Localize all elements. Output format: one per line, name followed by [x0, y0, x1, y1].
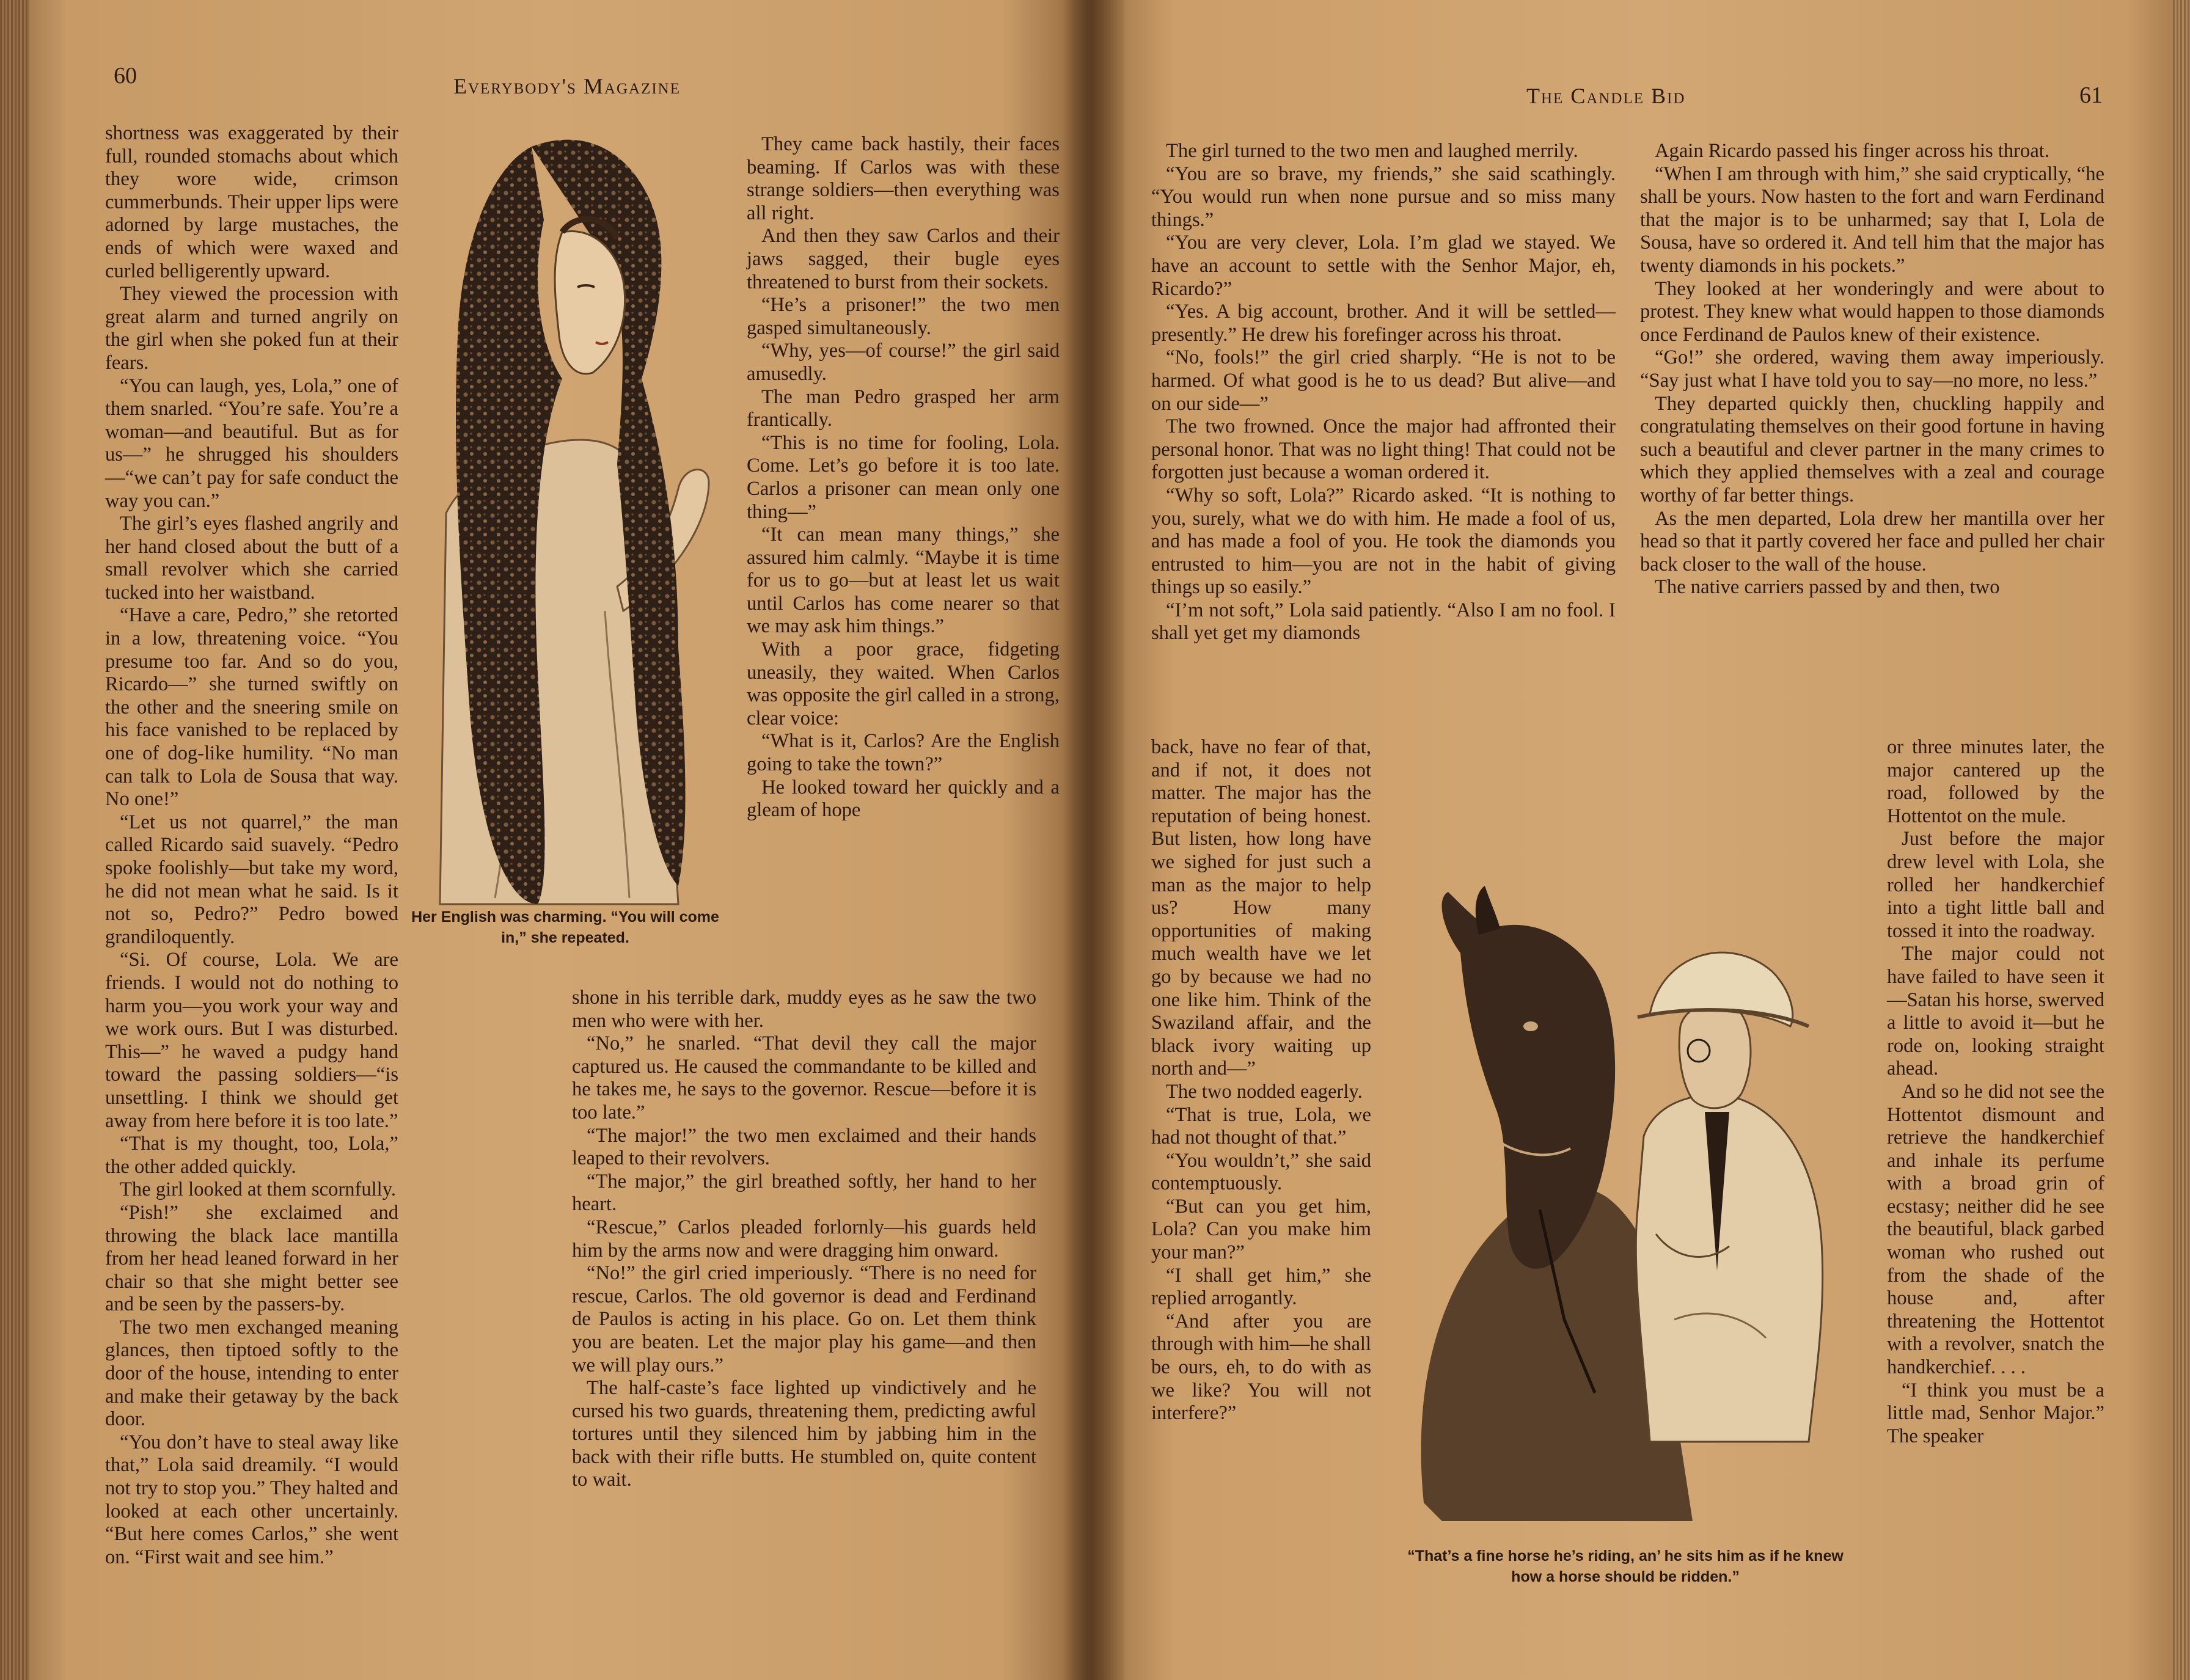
paragraph: And so he did not see the Hottentot dismount and retrieve the handkerchief and inhale its perfume with a broad grin of ecstasy; neither did he see the beautiful, black garbed woman who rushed out from the shade of the house and, after threatening the Hottentot with a revolver, snatch the handkerchief. . . .: [1887, 1080, 2104, 1379]
right-running-head: The Candle Bid: [1526, 84, 1686, 108]
paragraph: “He’s a prisoner!” the two men gasped simultaneously.: [747, 294, 1060, 339]
right-page-number: 61: [2079, 82, 2103, 108]
paragraph: The two men exchanged meaning glances, then tiptoed softly to the door of the house, intending to enter and make their getaway by the back door.: [105, 1316, 398, 1431]
paragraph: “That is my thought, too, Lola,” the other added quickly.: [105, 1133, 398, 1178]
paragraph: “I think you must be a little mad, Senhor Major.” The speaker: [1887, 1379, 2104, 1447]
paragraph: “This is no time for fooling, Lola. Come. Let’s go before it is too late. Carlos a prisoner can mean only one thing—”: [747, 431, 1060, 523]
paragraph: And then they saw Carlos and their jaws sagged, their bugle eyes threatened to burst from their sockets.: [747, 225, 1060, 293]
paragraph: “No, fools!” the girl cried sharply. “He is not to be harmed. Of what good is he to us dead? But alive—and on our side—”: [1151, 346, 1616, 415]
paragraph: “Yes. A big account, brother. And it will be settled—presently.” He drew his forefinger across his throat.: [1151, 301, 1616, 346]
major-on-horse-illustration: [1387, 770, 1876, 1527]
right-illustration-caption: “That’s a fine horse he’s riding, an’ he sits him as if he knew how a horse should be ridden.”: [1407, 1547, 1844, 1585]
paragraph: shone in his terrible dark, muddy eyes as he saw the two men who were with her.: [572, 987, 1036, 1032]
paragraph: or three minutes later, the major cantered up the road, followed by the Hottentot on the mule.: [1887, 736, 2104, 827]
left-column-2-top: [747, 133, 1060, 822]
left-page-number: 60: [114, 63, 137, 89]
right-page-edges: [2173, 0, 2190, 1680]
paragraph: The two nodded eagerly.: [1166, 1080, 1363, 1103]
horse-and-rider-drawing: [1387, 770, 1876, 1527]
paragraph: “You don’t have to steal away like that,” Lola said dreamily. “I would not try to stop you.” They halted and looked at each other uncertainly. “But here comes Carlos,” she went on. “First wait and see him.”: [105, 1431, 398, 1568]
right-column-2-bottom: [1887, 736, 2104, 1448]
paragraph: “You are so brave, my friends,” she said scathingly. “You would run when none pursue and so miss many things.”: [1151, 163, 1616, 231]
paragraph: Just before the major drew level with Lola, she rolled her handkerchief into a tight little ball and tossed it into the roadway.: [1887, 828, 2104, 942]
paragraph: The native carriers passed by and then, two: [1655, 576, 2000, 599]
left-page-edges: [0, 0, 29, 1680]
paragraph: Again Ricardo passed his finger across his throat.: [1655, 140, 2049, 162]
paragraph: The girl’s eyes flashed angrily and her hand closed about the butt of a small revolver which she carried tucked into her waistband.: [105, 513, 398, 604]
left-illustration-caption: Her English was charming. “You will come in,” she repeated.: [411, 908, 719, 946]
paragraph: “That is true, Lola, we had not thought of that.”: [1151, 1103, 1371, 1149]
paragraph: “Rescue,” Carlos pleaded forlornly—his guards held him by the arms now and were dragging him onward.: [572, 1216, 1036, 1262]
paragraph: The girl looked at them scornfully.: [120, 1178, 397, 1201]
paragraph: “Si. Of course, Lola. We are friends. I would not do nothing to harm you—you work your way and we work ours. But I was disturbed. This—” he waved a pudgy hand toward the passing soldiers—“is unsettling. I think we should get away from here before it is too late.”: [105, 949, 398, 1132]
left-column-2-bottom: [572, 987, 1036, 1492]
paragraph: The half-caste’s face lighted up vindictively and he cursed his two guards, threatening them, predicting awful tortures until they silenced him by jabbing him in the back with their rifle butts. He stumbled on, quite content to wait.: [572, 1377, 1036, 1491]
paragraph: “You can laugh, yes, Lola,” one of them snarled. “You’re safe. You’re a woman—and beautiful. But as for us—” he shrugged his shoulders—“we can’t pay for safe conduct the way you can.”: [105, 374, 398, 512]
paragraph: “Go!” she ordered, waving them away imperiously. “Say just what I have told you to say—no more, no less.”: [1640, 346, 2104, 392]
woman-mantilla-drawing: [422, 122, 739, 916]
paragraph: “Pish!” she exclaimed and throwing the black lace mantilla from her head leaned forward in her chair so that she might better see and be seen by the passers-by.: [105, 1201, 398, 1316]
paragraph: “No,” he snarled. “That devil they call the major captured us. He caused the commandante to be killed and he takes me, he says to the governor. Rescue—before it is too late.”: [572, 1032, 1036, 1123]
paragraph: They looked at her wonderingly and were about to protest. They knew what would happen to those diamonds once Ferdinand de Paulos knew of their existence.: [1640, 277, 2104, 346]
paragraph: “No!” the girl cried imperiously. “There is no need for rescue, Carlos. The old governor is dead and Ferdinand de Paulos is acting in his place. Go on. Let them think you are beaten. Let the major play his game—and then we will play ours.”: [572, 1262, 1036, 1376]
left-column-1: [105, 122, 398, 1569]
paragraph: “And after you are through with him—he shall be ours, eh, to do with as we like? You will not interfere?”: [1151, 1310, 1371, 1425]
paragraph: They came back hastily, their faces beaming. If Carlos was with these strange soldiers—then everything was all right.: [747, 133, 1060, 224]
paragraph: “Why so soft, Lola?” Ricardo asked. “It is nothing to you, surely, what we do with him. He made a fool of us, and has made a fool of you. He took the diamonds you entrusted to him—you are not in the habit of giving things up so easily.”: [1151, 484, 1616, 599]
paragraph: The man Pedro grasped her arm frantically.: [747, 385, 1060, 431]
paragraph: They viewed the procession with great alarm and turned angrily on the girl when she poked fun at their fears.: [105, 283, 398, 374]
paragraph: “What is it, Carlos? Are the English going to take the town?”: [747, 730, 1060, 776]
paragraph: The girl turned to the two men and laughed merrily.: [1166, 140, 1578, 162]
paragraph: “You are very clever, Lola. I’m glad we stayed. We have an account to settle with the Senhor Major, eh, Ricardo?”: [1151, 232, 1616, 300]
book-gutter: [1063, 0, 1124, 1680]
paragraph: “The major,” the girl breathed softly, her hand to her heart.: [572, 1170, 1036, 1216]
paragraph: “It can mean many things,” she assured him calmly. “Maybe it is time for us to go—but at least let us wait until Carlos has come nearer so that we may ask him things.”: [747, 524, 1060, 638]
woman-in-mantilla-illustration: [422, 122, 739, 916]
right-column-1-top: [1151, 140, 1616, 645]
paragraph: “Why, yes—of course!” the girl said amusedly.: [747, 340, 1060, 385]
paragraph: The major could not have failed to have seen it—Satan his horse, swerved a little to avoid it—but he rode on, looking straight ahead.: [1887, 943, 2104, 1080]
paragraph: With a poor grace, fidgeting uneasily, they waited. When Carlos was opposite the girl called in a strong, clear voice:: [747, 638, 1060, 729]
right-column-1-bottom: [1151, 736, 1371, 1425]
paragraph: “I shall get him,” she replied arrogantly.: [1151, 1264, 1371, 1310]
paragraph: As the men departed, Lola drew her mantilla over her head so that it partly covered her face and pulled her chair back closer to the wall of the house.: [1640, 507, 2104, 575]
paragraph: “But can you get him, Lola? Can you make him your man?”: [1151, 1195, 1371, 1264]
paragraph: “You wouldn’t,” she said contemptuously.: [1151, 1149, 1371, 1195]
paragraph: shortness was exaggerated by their full, rounded stomachs about which they wore wide, crimson cummerbunds. Their upper lips were adorned by large mustaches, the ends of which were waxed and curled belligerently upward.: [105, 122, 398, 282]
paragraph: “The major!” the two men exclaimed and their hands leaped to their revolvers.: [572, 1124, 1036, 1170]
paragraph: “When I am through with him,” she said cryptically, “he shall be yours. Now hasten to the fort and warn Ferdinand that the major is to be unharmed; say that I, Lola de Sousa, have so ordered it. And tell him that the major has twenty diamonds in his pockets.”: [1640, 163, 2104, 277]
paragraph: He looked toward her quickly and a gleam of hope: [747, 776, 1060, 822]
left-running-head: Everybody's Magazine: [453, 74, 681, 98]
paragraph: “Let us not quarrel,” the man called Ricardo said suavely. “Pedro spoke foolishly—but take my word, he did not mean what he said. Is it not so, Pedro?” Pedro bowed grandiloquently.: [105, 811, 398, 948]
paragraph: “Have a care, Pedro,” she retorted in a low, threatening voice. “You presume too far. And so do you, Ricardo—” she turned swiftly on the other and the sneering smile on his face vanished to be replaced by one of dog-like humility. “No man can talk to Lola de Sousa that way. No one!”: [105, 604, 398, 811]
right-column-2-top: [1640, 140, 2104, 599]
paragraph: back, have no fear of that, and if not, it does not matter. The major has the reputation of being honest. But listen, how long have we sighed for just such a man as the major to help us? How many opportunities of making much wealth have we let go by because we had no one like him. Think of the Swaziland affair, and the black ivory waiting up north and—”: [1151, 736, 1371, 1080]
paragraph: “I’m not soft,” Lola said patiently. “Also I am no fool. I shall yet get my diamonds: [1151, 599, 1616, 645]
paragraph: They departed quickly then, chuckling happily and congratulating themselves on their good fortune in having such a beautiful and clever partner in the many crimes to which they applied themselves with a zeal and courage worthy of far better things.: [1640, 392, 2104, 506]
paragraph: The two frowned. Once the major had affronted their personal honor. That was no light thing! That could not be forgotten just because a woman ordered it.: [1151, 415, 1616, 484]
